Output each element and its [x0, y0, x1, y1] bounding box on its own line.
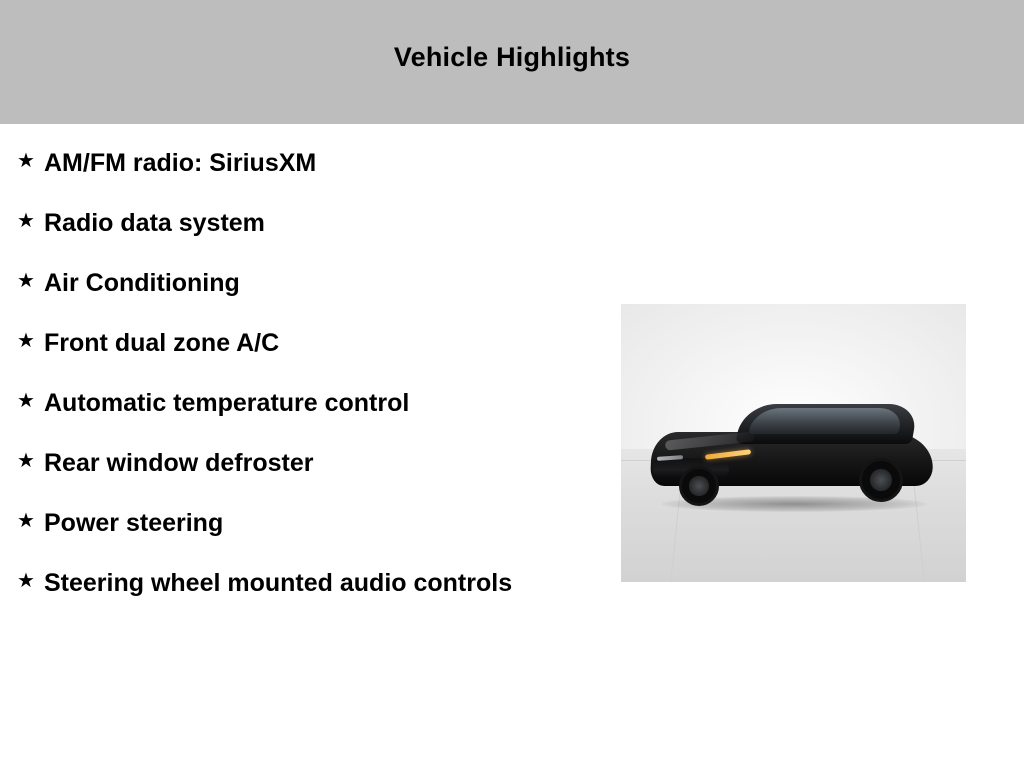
list-item-label: Radio data system — [44, 209, 265, 237]
star-bullet-icon: ★ — [17, 330, 35, 352]
vehicle-photo — [621, 304, 966, 582]
list-item-label: Steering wheel mounted audio controls — [44, 569, 513, 597]
star-bullet-icon: ★ — [17, 210, 35, 232]
wheel-rim — [689, 476, 708, 495]
car-windshield — [748, 408, 903, 434]
list-item-label: Power steering — [44, 509, 224, 537]
car-illustration — [643, 396, 943, 516]
list-item-label: Rear window defroster — [44, 449, 314, 477]
list-item — [8, 266, 608, 300]
wheel-rim — [870, 469, 891, 490]
star-bullet-icon: ★ — [17, 450, 35, 472]
header-bar — [0, 0, 1024, 124]
list-item — [8, 506, 608, 540]
list-item — [8, 206, 608, 240]
star-bullet-icon: ★ — [17, 390, 35, 412]
vehicle-highlights-list — [8, 146, 608, 626]
list-item — [8, 386, 608, 420]
list-item — [8, 326, 608, 360]
star-bullet-icon: ★ — [17, 510, 35, 532]
list-item — [8, 146, 608, 180]
star-bullet-icon: ★ — [17, 270, 35, 292]
car-front-wheel — [679, 466, 719, 506]
list-item-label: Front dual zone A/C — [44, 329, 280, 357]
star-bullet-icon: ★ — [17, 570, 35, 592]
list-item — [8, 446, 608, 480]
list-item-label: Automatic temperature control — [44, 389, 410, 417]
car-rear-wheel — [859, 458, 903, 502]
page-title: Vehicle Highlights — [393, 41, 631, 72]
list-item-label: AM/FM radio: SiriusXM — [44, 149, 317, 177]
slide-content — [0, 124, 1024, 768]
star-bullet-icon: ★ — [17, 150, 35, 172]
list-item — [8, 566, 608, 600]
list-item-label: Air Conditioning — [44, 269, 240, 297]
